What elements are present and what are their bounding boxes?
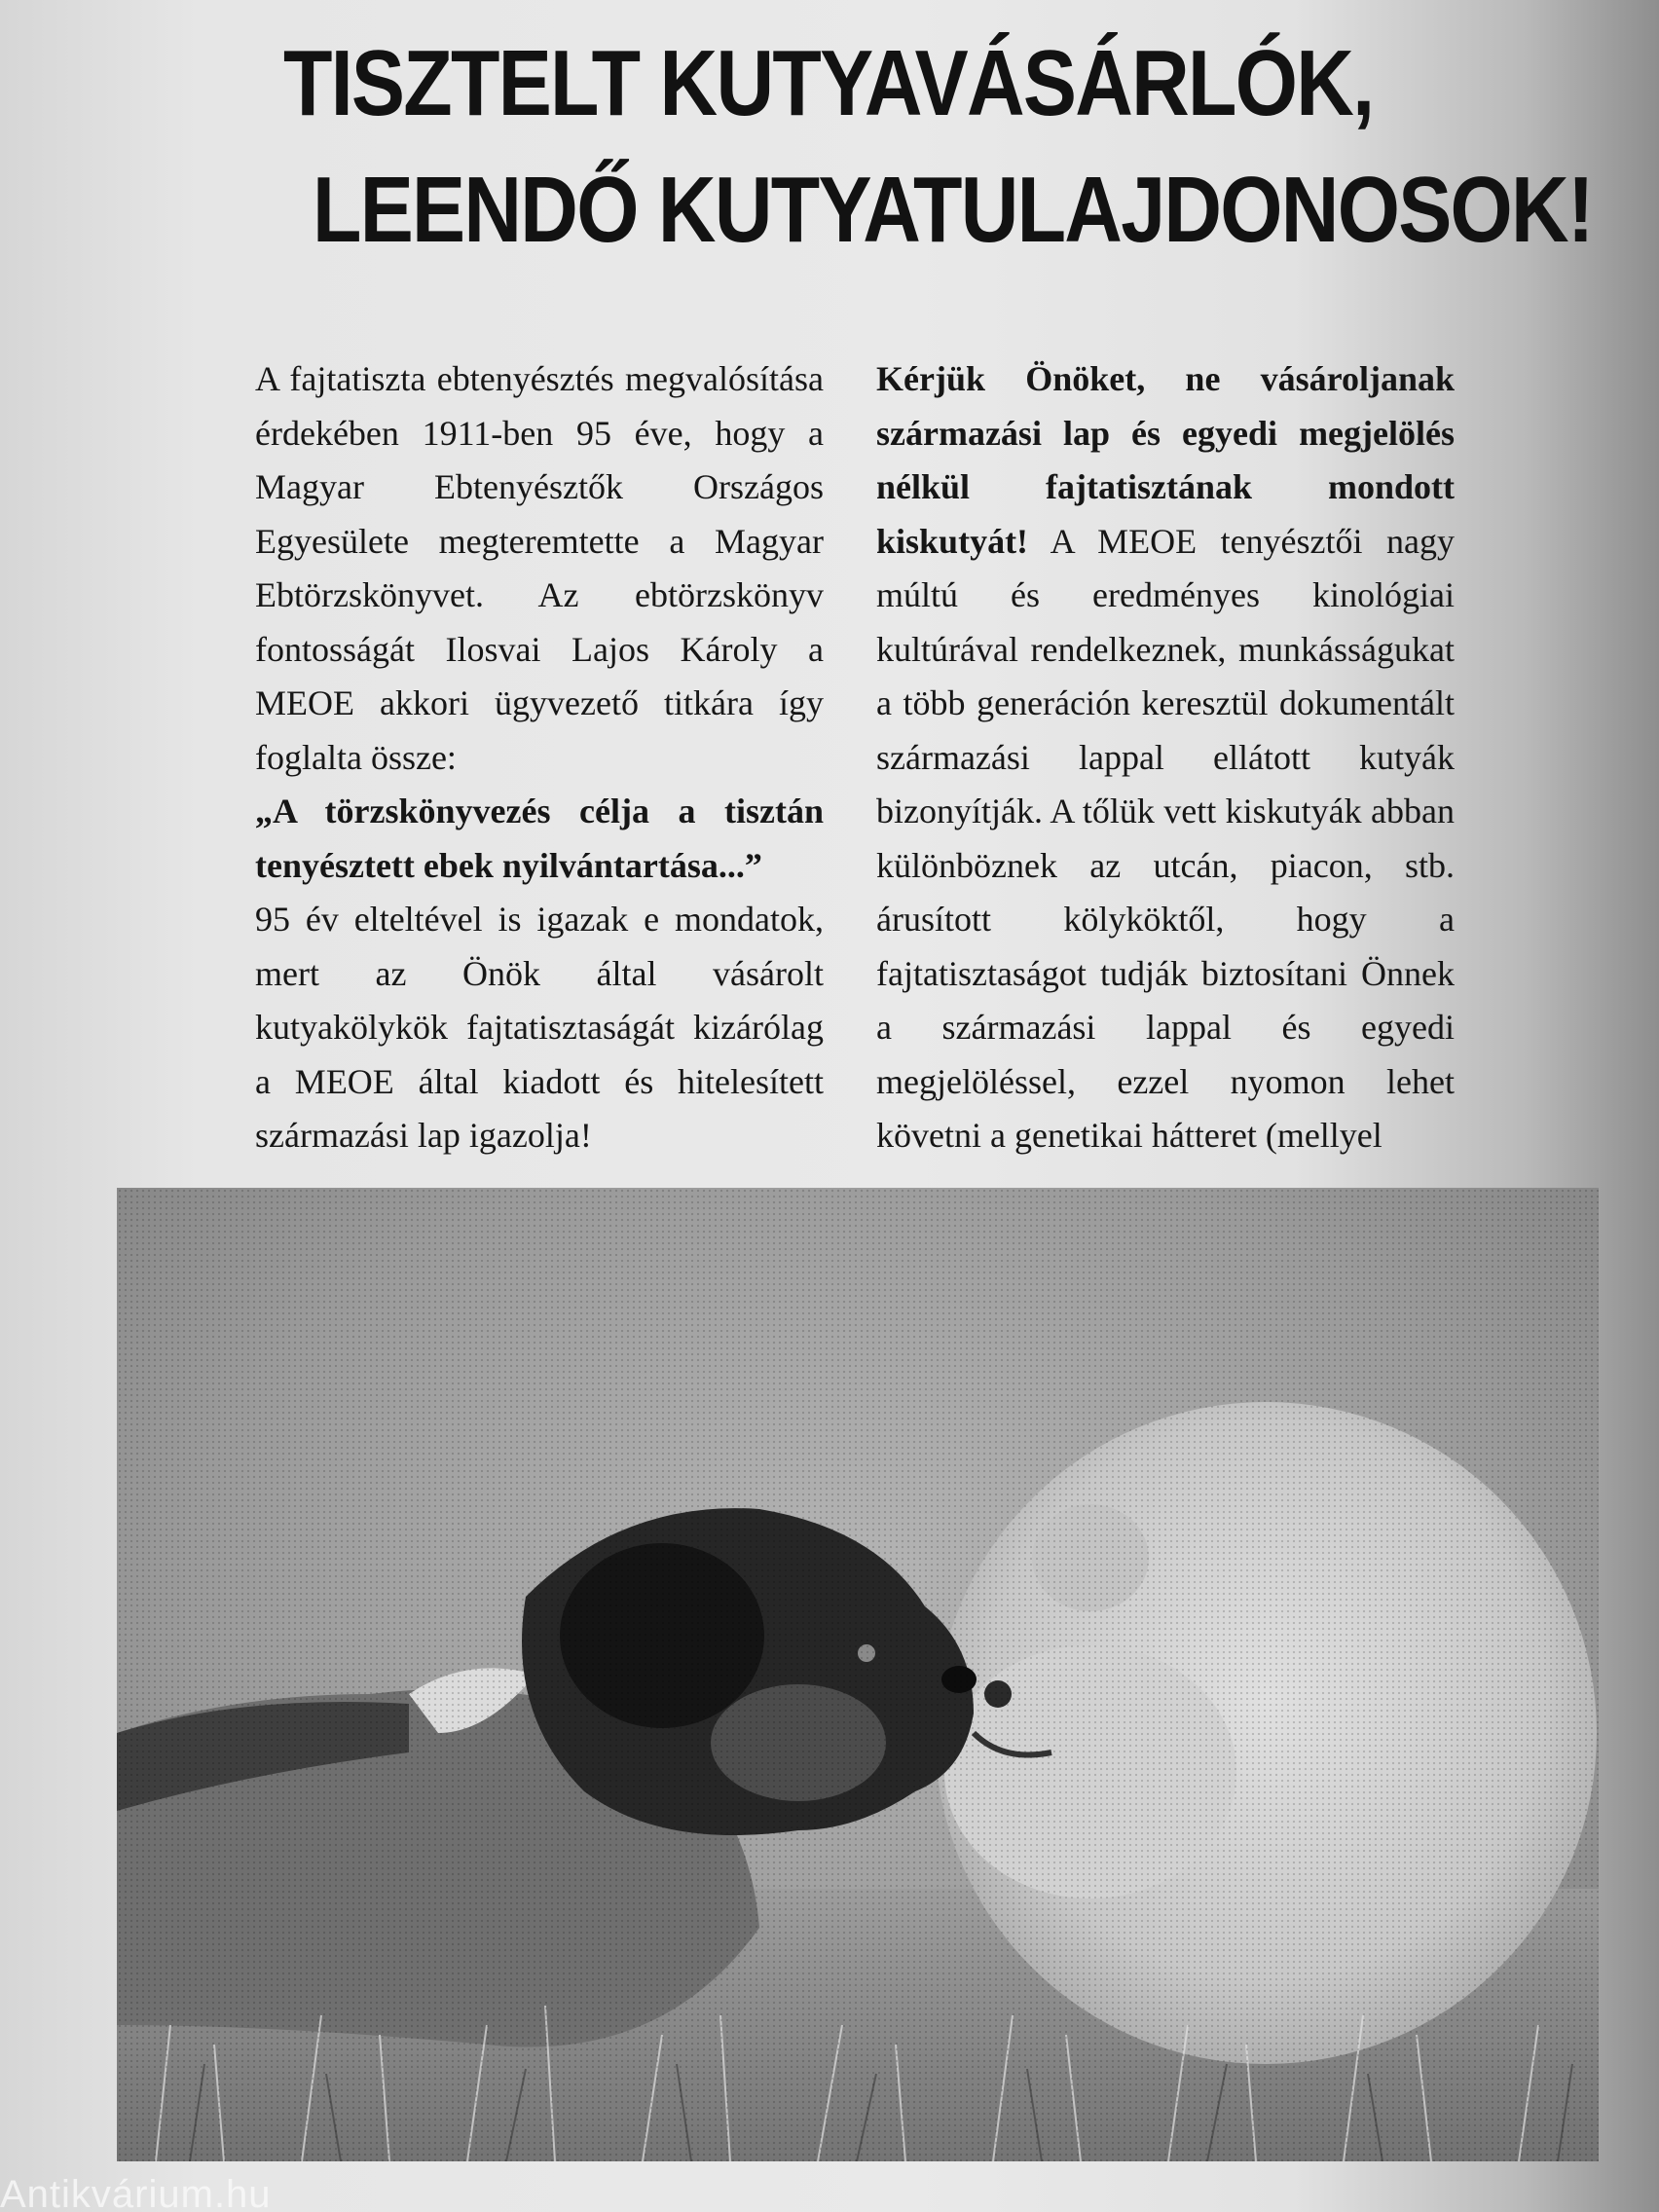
watermark-text: Antikvárium.hu [0,2173,272,2212]
quote-paragraph: „A törzskönyvezés célja a tisztán tenyésztett ebek nyilvántartása...” [255,792,824,885]
bold-request: Kérjük Önöket, ne vásároljanak származási lap és egyedi megjelölés nélkül fajtatisztának mondott kiskutyát! [876,359,1455,561]
conclusion-paragraph: 95 év elteltével is igazak e mondatok, mert az Önök által vásárolt kutyakölykök fajtatisztaságát kizárólag a MEOE által kiadott és hitelesített származási lap igazolja! [255,900,824,1155]
breeders-text: A MEOE tenyésztői nagy múltú és eredményes kinológiai kultúrával rendelkeznek, munkásságukat a több generáción keresztül dokumentált származási lappal ellátott kutyák bizonyítják. A tőlük vett kiskutyák abban különböznek az utcán, piacon, stb. árusított kölyköktől, hogy a fajtatisztaságot tudják biztosítani Önnek a származási lappal és egyedi megjelöléssel, ezzel nyomon lehet követni a genetikai hátteret (mellyel [876,521,1455,1155]
right-text-column [876,352,1455,1163]
left-text-column [255,352,824,1163]
intro-paragraph: A fajtatiszta ebtenyésztés megvalósítása érdekében 1911-ben 95 éve, hogy a Magyar Ebtenyésztők Országos Egyesülete megteremtette a Magyar Ebtörzskönyvet. Az ebtörzskönyv fontosságát Ilosvai Lajos Károly a MEOE akkori ügyvezető titkára így foglalta össze: [255,359,824,777]
headline-line-1: TISZTELT KUTYAVÁSÁRLÓK, [283,31,1374,135]
request-paragraph [876,352,1455,1163]
headline-line-2: LEENDŐ KUTYATULAJDONOSOK! [313,158,1593,262]
puppies-photo [117,1188,1599,2161]
